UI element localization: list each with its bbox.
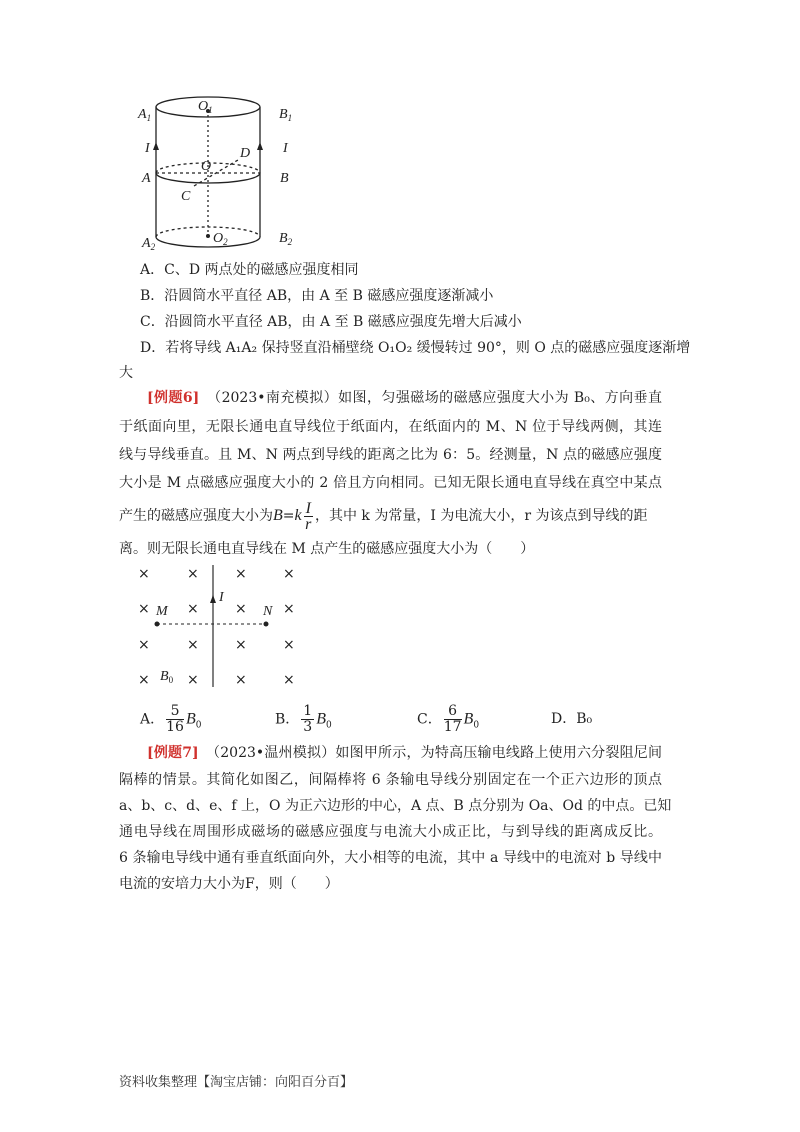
example6-tag: [例题6] [147,390,200,406]
answer-c[interactable]: C． $\frac{6}{17}$ $B_0$ [417,703,480,735]
label-o1: $O_1$ [198,99,213,115]
example7-tag: [例题7] [147,745,199,761]
example6-line-1: [例题6] （2023•南充模拟）如图，匀强磁场的磁感应强度大小为 B₀、方向垂直 [147,390,662,406]
label-i-left: I [145,141,150,156]
option-a: A．C、D 两点处的磁感应强度相同 [140,262,359,278]
field-cross-icon: × [283,601,295,617]
option-d-cont: 大 [119,365,133,381]
label-o2: $O_2$ [213,231,228,247]
field-cross-icon: × [187,672,199,688]
label-a2: $A_2$ [142,236,156,252]
example6-last-line: 离。则无限长通电直导线在 M 点产生的磁感应强度大小为（ ） [119,541,535,557]
label-b0: $B_0$ [160,669,174,685]
label-a1: $A_1$ [138,107,152,123]
field-cross-icon: × [138,672,150,688]
field-cross-icon: × [235,566,247,582]
label-n: N [263,604,273,619]
field-cross-icon: × [187,637,199,653]
field-cross-icon: × [235,672,247,688]
label-m: M [156,604,168,619]
label-a: A [142,171,151,186]
example7-line-5: 6 条输电导线中通有垂直纸面向外，大小相等的电流，其中 a 导线中的电流对 b 导线中 [119,850,662,866]
example6-line-3: 线与导线垂直。且 M、N 两点到导线的距离之比为 6：5。经测量，N 点的磁感应强度 [119,447,662,463]
label-o: O [201,159,212,174]
label-i-right: I [283,141,288,156]
example7-line-1: [例题7] （2023•温州模拟）如图甲所示，为特高压输电线路上使用六分裂阻尼间 [147,745,662,761]
option-d: D．若将导线 A₁A₂ 保持竖直沿桶壁绕 O₁O₂ 缓慢转过 90°，则 O 点的磁感应强度逐渐增 [140,340,691,356]
footer-note: 资料收集整理【淘宝店铺：向阳百分百】 [119,1075,354,1090]
magnetic-field-figure [0,555,320,695]
example6-line-2: 于纸面向里，无限长通电直导线位于纸面内，在纸面内的 M、N 位于导线两侧，其连 [119,419,662,435]
answer-d[interactable]: D．B₀ [551,711,593,727]
example6-line-4: 大小是 M 点磁感应强度大小的 2 倍且方向相同。已知无限长通电直导线在真空中某点 [119,475,662,491]
option-c: C．沿圆筒水平直径 AB，由 A 至 B 磁感应强度先增大后减小 [140,314,522,330]
example7-line-3: a、b、c、d、e、f 上，O 为正六边形的中心，A 点、B 点分别为 Oa、Od 的中点。已知 [119,798,672,814]
option-b: B．沿圆筒水平直径 AB，由 A 至 B 磁感应强度逐渐减小 [140,288,494,304]
field-cross-icon: × [283,672,295,688]
field-cross-icon: × [283,637,295,653]
field-cross-icon: × [187,601,199,617]
field-cross-icon: × [138,637,150,653]
example7-line-2: 隔棒的情景。其简化如图乙，间隔棒将 6 条输电导线分别固定在一个正六边形的顶点 [119,772,662,788]
label-d: D [240,146,251,161]
label-c: C [181,189,191,204]
field-cross-icon: × [235,637,247,653]
example6-formula-line: 产生的磁感应强度大小为B=k $\frac{I}{r}$ ，其中 k 为常量，I 为电流大小，r 为该点到导线的距 [119,499,648,533]
field-cross-icon: × [283,566,295,582]
label-b1: $B_1$ [279,107,293,123]
field-cross-icon: × [138,601,150,617]
example7-line-6: 电流的安培力大小为F，则（ ） [119,876,339,892]
label-b: B [280,171,289,186]
answer-a[interactable]: A． $\frac{5}{16}$ $B_0$ [140,703,202,735]
field-cross-icon: × [187,566,199,582]
answer-b[interactable]: B． $\frac{1}{3}$ $B_0$ [275,703,332,735]
formula-fraction: $\frac{I}{r}$ [305,499,312,533]
example7-line-4: 通电导线在周围形成磁场的磁感应强度与电流大小成正比，与到导线的距离成反比。 [119,824,662,840]
field-cross-icon: × [235,601,247,617]
cylinder-figure [0,0,800,260]
label-b2: $B_2$ [279,231,293,247]
label-i: I [219,590,224,605]
field-cross-icon: × [138,566,150,582]
